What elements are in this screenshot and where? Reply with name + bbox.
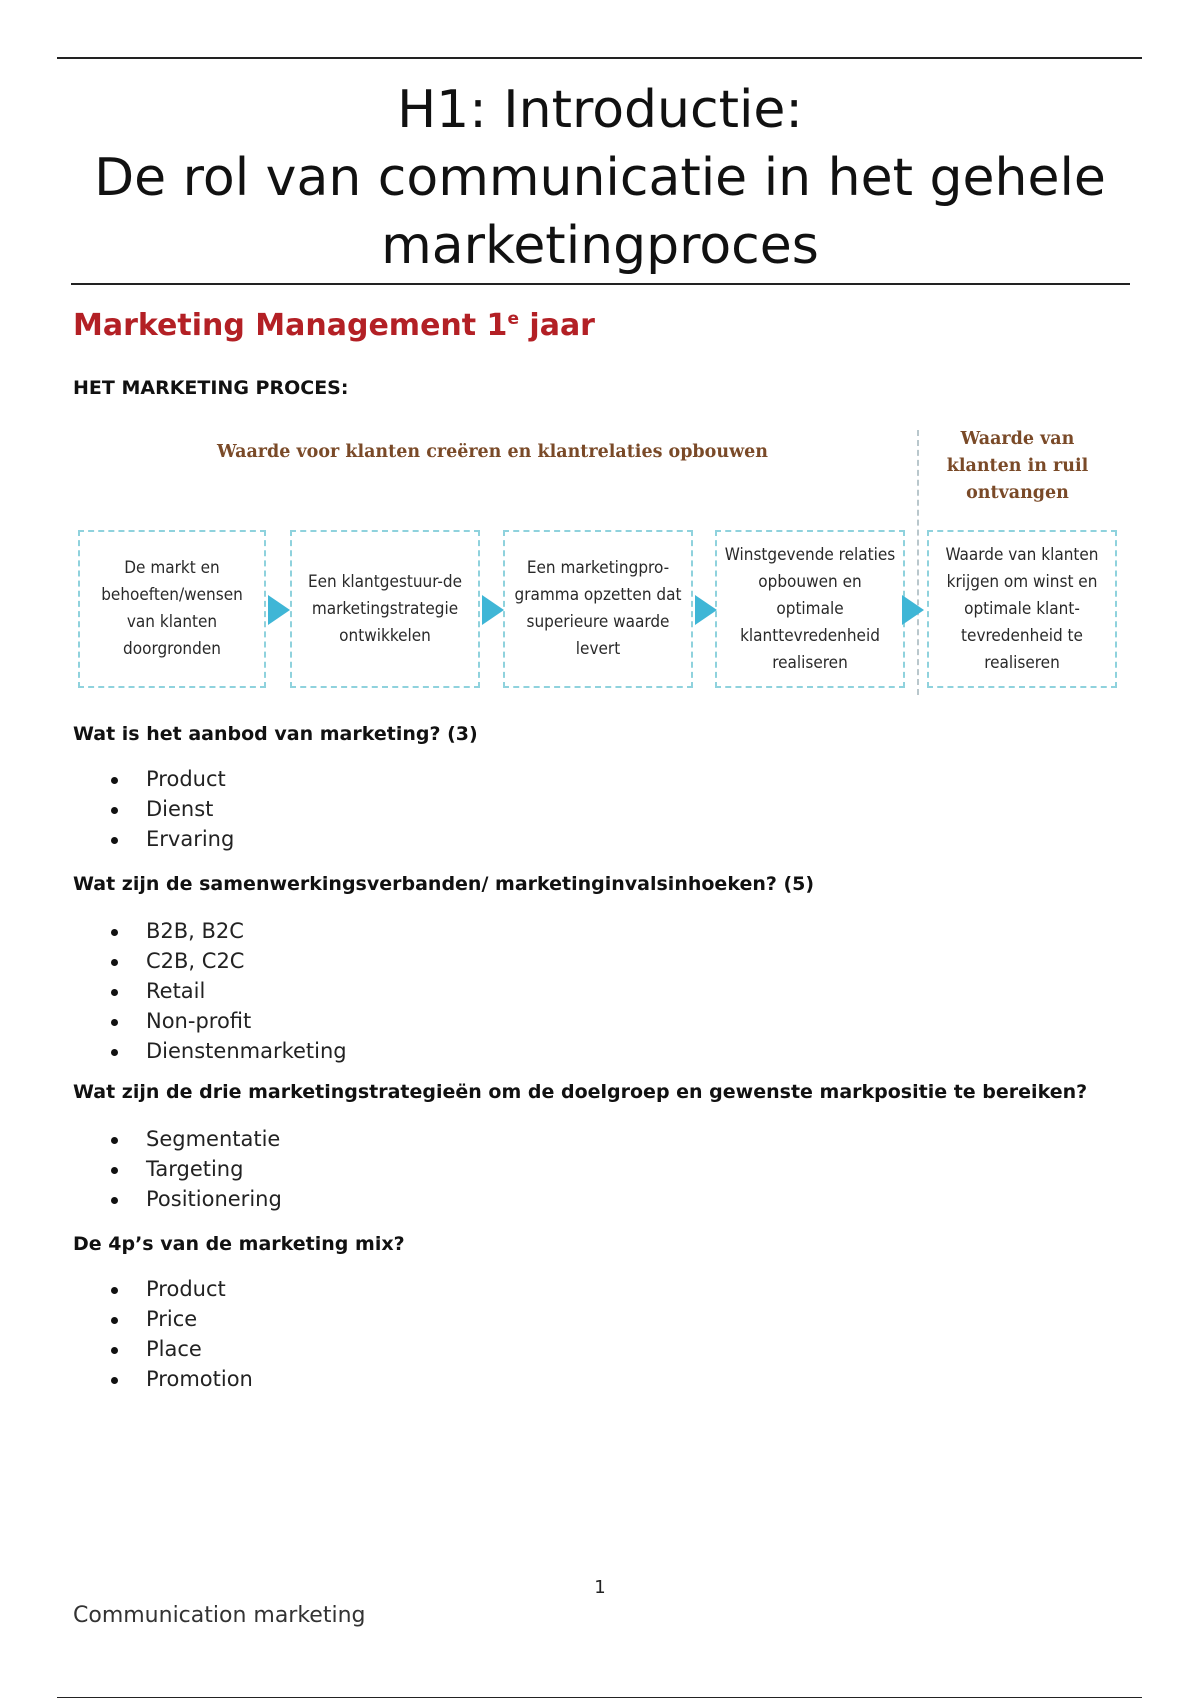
process-step-5: Waarde van klanten krijgen om winst en optimale klant-tevredenheid te realiseren [927, 530, 1117, 688]
title-rule [71, 283, 1130, 285]
footer-text: Communication marketing [73, 1603, 366, 1628]
list-item: B2B, B2C [108, 916, 347, 946]
title-line-1: H1: Introductie: [397, 80, 803, 140]
diagram-banner-create-value: Waarde voor klanten creëren en klantrelaties opbouwen [217, 442, 768, 462]
list-marketing-mix [108, 1274, 253, 1394]
list-item: Product [108, 1274, 253, 1304]
title-line-2: De rol van communicatie in het gehele [94, 148, 1106, 208]
arrow-right-icon [482, 595, 504, 625]
question-marketingstrategieen: Wat zijn de drie marketingstrategieën om de doelgroep en gewenste markpositie te bereiken? [73, 1081, 1088, 1103]
subtitle-tail: jaar [518, 308, 595, 343]
document-title [60, 76, 1140, 280]
list-item: Retail [108, 976, 347, 1006]
question-marketing-mix: De 4p’s van de marketing mix? [73, 1233, 405, 1255]
list-item: Segmentatie [108, 1124, 282, 1154]
page-number: 1 [594, 1577, 606, 1598]
process-step-4: Winstgevende relaties opbouwen en optimale klanttevredenheid realiseren [715, 530, 905, 688]
arrow-right-icon [902, 595, 924, 625]
list-samenwerkingsverbanden [108, 916, 347, 1066]
process-step-3: Een marketingpro-gramma opzetten dat superieure waarde levert [503, 530, 693, 688]
process-step-2: Een klantgestuur-de marketingstrategie ontwikkelen [290, 530, 480, 688]
course-subtitle [73, 308, 595, 343]
list-item: Place [108, 1334, 253, 1364]
question-samenwerkingsverbanden: Wat zijn de samenwerkingsverbanden/ marketinginvalsinhoeken? (5) [73, 873, 815, 895]
list-item: Dienst [108, 794, 234, 824]
diagram-banner-capture-value: Waarde van klanten in ruil ontvangen [946, 429, 1089, 503]
bottom-rule [57, 1697, 1142, 1698]
arrow-right-icon [268, 595, 290, 625]
top-rule [57, 57, 1142, 59]
process-heading: HET MARKETING PROCES: [73, 377, 349, 399]
list-marketingstrategieen [108, 1124, 282, 1214]
list-item: Ervaring [108, 824, 234, 854]
list-item: Promotion [108, 1364, 253, 1394]
list-item: Non-profit [108, 1006, 347, 1036]
list-item: Price [108, 1304, 253, 1334]
subtitle-main: Marketing Management 1 [73, 308, 508, 343]
list-item: Targeting [108, 1154, 282, 1184]
process-step-1: De markt en behoeften/wensen van klanten doorgronden [78, 530, 266, 688]
list-aanbod [108, 764, 234, 854]
diagram-separator [917, 430, 919, 695]
title-line-3: marketingproces [381, 216, 819, 276]
question-aanbod: Wat is het aanbod van marketing? (3) [73, 723, 478, 745]
subtitle-sup: e [507, 309, 519, 329]
list-item: C2B, C2C [108, 946, 347, 976]
list-item: Positionering [108, 1184, 282, 1214]
arrow-right-icon [695, 595, 717, 625]
list-item: Dienstenmarketing [108, 1036, 347, 1066]
marketing-process-diagram [70, 420, 1120, 695]
list-item: Product [108, 764, 234, 794]
